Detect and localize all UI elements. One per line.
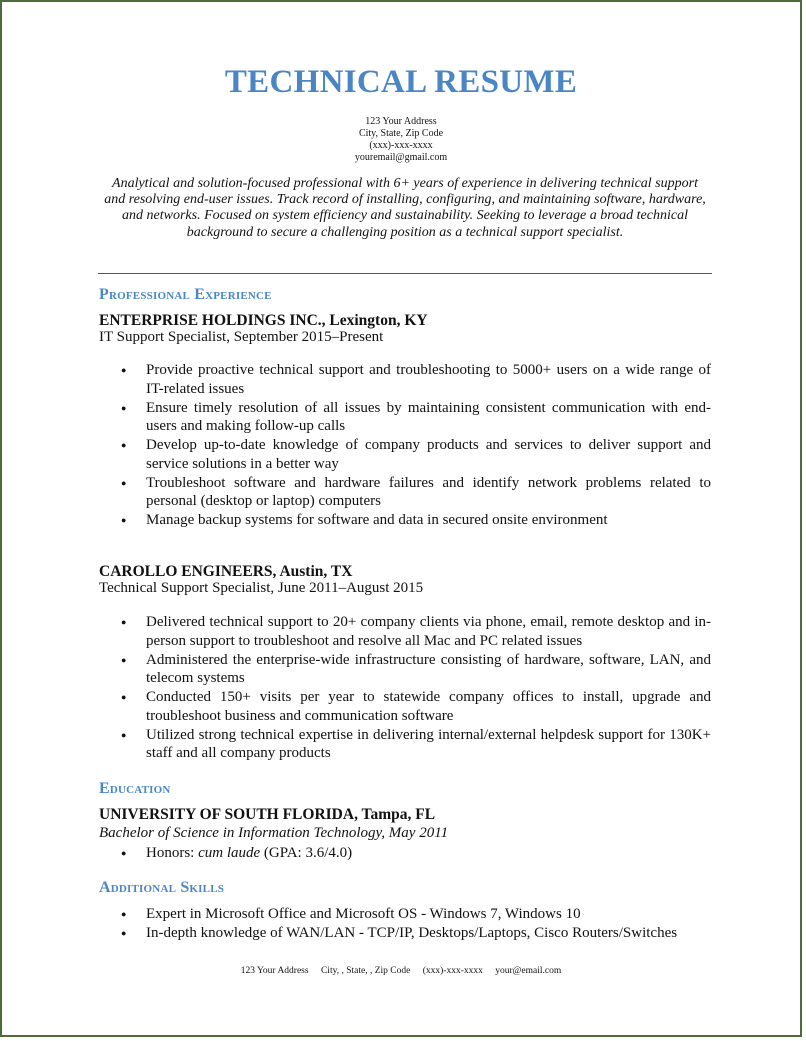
skills-heading: Additional Skills: [99, 879, 225, 896]
job-role: IT Support Specialist, September 2015–Present: [99, 329, 384, 345]
school-name: UNIVERSITY OF SOUTH FLORIDA, Tampa, FL: [99, 806, 436, 823]
footer-email: your@email.com: [495, 966, 562, 976]
contact-address: 123 Your Address: [365, 116, 437, 127]
list-item: ● Expert in Microsoft Office and Microsoft OS - Windows 7, Windows 10: [99, 905, 711, 924]
list-item: [99, 844, 711, 863]
contact-phone: (xxx)-xxx-xxxx: [369, 140, 433, 151]
footer-address: 123 Your Address: [240, 966, 309, 976]
experience-heading: Professional Experience: [99, 286, 272, 303]
honors-label: Honors:: [146, 845, 199, 861]
list-item: ● In-depth knowledge of WAN/LAN - TCP/IP, Desktops/Laptops, Cisco Routers/Switches: [99, 924, 711, 943]
list-item: ● Utilized strong technical expertise in delivering internal/external helpdesk support for 130K+ staff and all company products: [99, 726, 711, 763]
list-item: ● Troubleshoot software and hardware failures and identify network problems related to personal (desktop or laptop) computers: [99, 474, 711, 511]
list-item: ● Administered the enterprise-wide infrastructure consisting of hardware, software, LAN, and telecom systems: [99, 651, 711, 688]
education-bullet-list: [99, 844, 711, 863]
list-item: ● Develop up-to-date knowledge of company products and services to deliver support and service solutions in a better way: [99, 436, 711, 473]
contact-city: City, State, Zip Code: [358, 128, 444, 139]
honors-distinction: cum laude: [198, 845, 261, 861]
job-bullet-list: [99, 613, 711, 763]
section-divider: [98, 273, 712, 274]
list-item: ● Conducted 150+ visits per year to statewide company offices to install, upgrade and troubleshoot business and communication software: [99, 688, 711, 725]
contact-email: youremail@gmail.com: [354, 152, 448, 163]
job-company: CAROLLO ENGINEERS, Austin, TX: [99, 563, 353, 580]
resume-title: TECHNICAL RESUME: [224, 64, 578, 100]
education-heading: Education: [99, 780, 171, 797]
footer-city: City, , State, , Zip Code: [320, 966, 411, 976]
job-role: Technical Support Specialist, June 2011–August 2015: [99, 580, 424, 596]
list-item: ● Provide proactive technical support and troubleshooting to 5000+ users on a wide range of IT-related issues: [99, 361, 711, 398]
skills-bullet-list: [99, 905, 711, 943]
list-item: ● Ensure timely resolution of all issues by maintaining consistent communication with end-users and making follow-up calls: [99, 399, 711, 436]
degree-line: Bachelor of Science in Information Technology, May 2011: [99, 825, 449, 841]
honors-gpa: (GPA: 3.6/4.0): [260, 845, 353, 861]
list-item: ● Delivered technical support to 20+ company clients via phone, email, remote desktop and in-person support to troubleshoot and resolve all Mac and PC related issues: [99, 613, 711, 650]
list-item: ● Manage backup systems for software and data in secured onsite environment: [99, 511, 711, 530]
summary-paragraph: Analytical and solution-focused professional with 6+ years of experience in delivering technical support and resolving end-user issues. Track record of installing, configuring, and maintaining software, hardware, and networks. Focused on system efficiency and sustainability. Seeking to leverage a broad technical background to secure a challenging position as a technical support specialist.: [104, 176, 706, 240]
job-company: ENTERPRISE HOLDINGS INC., Lexington, KY: [99, 312, 428, 329]
page-footer: [2, 966, 800, 976]
contact-block: [2, 116, 800, 164]
job-bullet-list: [99, 361, 711, 530]
footer-phone: (xxx)-xxx-xxxx: [422, 966, 483, 976]
